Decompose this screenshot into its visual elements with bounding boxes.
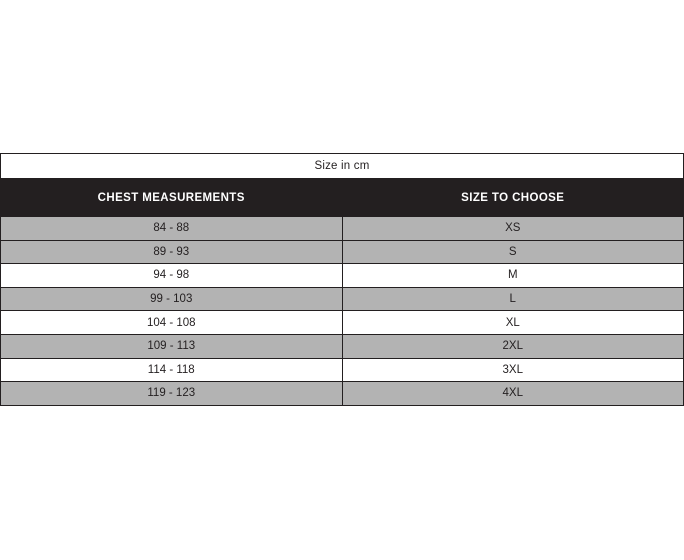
cell-size: L: [342, 287, 684, 311]
table-row: [1, 240, 684, 264]
table-row: [1, 264, 684, 288]
cell-size: M: [342, 264, 684, 288]
cell-chest: 89 - 93: [1, 240, 343, 264]
cell-chest: 119 - 123: [1, 382, 343, 406]
column-header-size: SIZE TO CHOOSE: [342, 179, 684, 217]
table-row: [1, 358, 684, 382]
cell-size: 4XL: [342, 382, 684, 406]
table-caption-row: [1, 154, 684, 179]
cell-size: 2XL: [342, 334, 684, 358]
cell-chest: 114 - 118: [1, 358, 343, 382]
table-row: [1, 287, 684, 311]
cell-chest: 84 - 88: [1, 217, 343, 241]
cell-chest: 104 - 108: [1, 311, 343, 335]
cell-chest: 109 - 113: [1, 334, 343, 358]
table-row: [1, 334, 684, 358]
size-chart-table: [0, 153, 684, 406]
table-row: [1, 382, 684, 406]
table-caption: Size in cm: [1, 154, 684, 179]
size-chart-container: [0, 153, 684, 406]
column-header-chest: CHEST MEASUREMENTS: [1, 179, 343, 217]
cell-chest: 94 - 98: [1, 264, 343, 288]
cell-chest: 99 - 103: [1, 287, 343, 311]
cell-size: 3XL: [342, 358, 684, 382]
table-row: [1, 217, 684, 241]
cell-size: XS: [342, 217, 684, 241]
cell-size: S: [342, 240, 684, 264]
table-header-row: [1, 179, 684, 217]
table-row: [1, 311, 684, 335]
cell-size: XL: [342, 311, 684, 335]
